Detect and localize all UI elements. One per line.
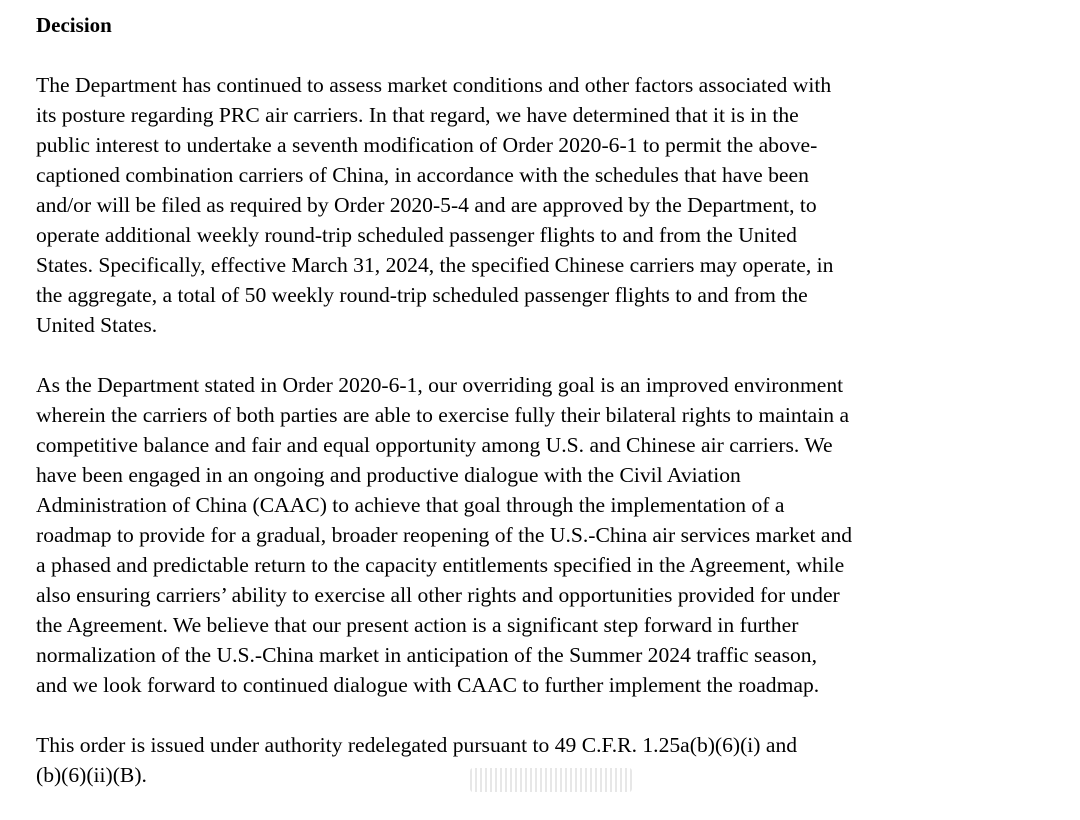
text-line: also ensuring carriers’ ability to exercise all other rights and opportunities provided for under xyxy=(36,583,840,607)
text-line: the Agreement. We believe that our present action is a significant step forward in further xyxy=(36,613,799,637)
text-line: the aggregate, a total of 50 weekly round-trip scheduled passenger flights to and from the xyxy=(36,283,808,307)
text-line: competitive balance and fair and equal opportunity among U.S. and Chinese air carriers. We xyxy=(36,433,833,457)
section-heading: Decision xyxy=(36,13,112,37)
text-line: Administration of China (CAAC) to achieve that goal through the implementation of a xyxy=(36,493,785,517)
text-line: have been engaged in an ongoing and productive dialogue with the Civil Aviation xyxy=(36,463,741,487)
document-page xyxy=(36,10,1036,820)
text-line: This order is issued under authority redelegated pursuant to 49 C.F.R. 1.25a(b)(6)(i) and xyxy=(36,733,798,757)
text-line: operate additional weekly round-trip scheduled passenger flights to and from the United xyxy=(36,223,797,247)
text-line: and/or will be filed as required by Order 2020-5-4 and are approved by the Department, to xyxy=(36,193,817,217)
text-line: and we look forward to continued dialogue with CAAC to further implement the roadmap. xyxy=(36,673,820,697)
text-line: (b)(6)(ii)(B). xyxy=(36,763,147,787)
watermark-smudge xyxy=(470,768,632,792)
text-line: The Department has continued to assess market conditions and other factors associated with xyxy=(36,73,832,97)
text-line: public interest to undertake a seventh modification of Order 2020-6-1 to permit the above- xyxy=(36,133,818,157)
paragraph-goal xyxy=(36,370,1036,700)
text-line: United States. xyxy=(36,313,158,337)
text-line: roadmap to provide for a gradual, broader reopening of the U.S.-China air services market and xyxy=(36,523,853,547)
text-line: wherein the carriers of both parties are able to exercise fully their bilateral rights to maintain a xyxy=(36,403,850,427)
text-line: captioned combination carriers of China, in accordance with the schedules that have been xyxy=(36,163,809,187)
paragraph-decision xyxy=(36,70,1036,340)
text-line: its posture regarding PRC air carriers. In that regard, we have determined that it is in the xyxy=(36,103,799,127)
text-line: States. Specifically, effective March 31, 2024, the specified Chinese carriers may operate, in xyxy=(36,253,834,277)
text-line: a phased and predictable return to the capacity entitlements specified in the Agreement, while xyxy=(36,553,845,577)
text-line: As the Department stated in Order 2020-6-1, our overriding goal is an improved environment xyxy=(36,373,844,397)
text-line: normalization of the U.S.-China market in anticipation of the Summer 2024 traffic season, xyxy=(36,643,817,667)
